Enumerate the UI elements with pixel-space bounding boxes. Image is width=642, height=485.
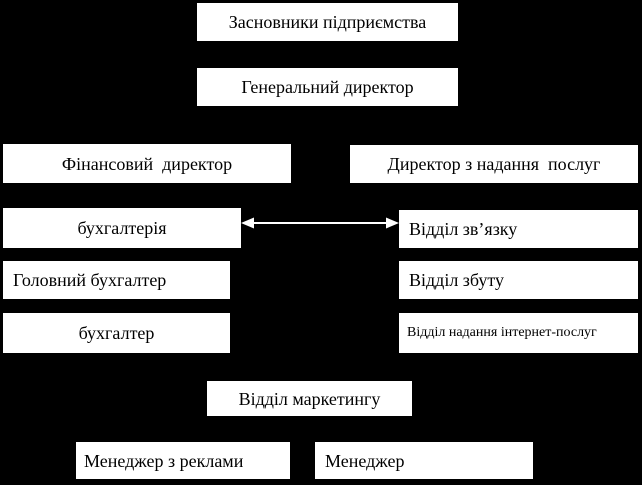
node-financial-director: Фінансовий директор [3,144,291,183]
arrowhead-left-icon [241,218,254,229]
node-accounting: бухгалтерія [3,208,241,248]
node-marketing-dept: Відділ маркетингу [207,381,412,416]
node-advertising-manager: Менеджер з реклами [76,442,290,479]
node-chief-accountant: Головний бухгалтер [3,261,230,299]
node-communications-dept: Відділ зв’язку [399,210,638,248]
node-sales-dept: Відділ збуту [399,261,638,299]
node-accountant: бухгалтер [3,313,230,353]
node-manager: Менеджер [315,442,533,479]
double-arrow-connector [241,216,399,230]
node-founders: Засновники підприємства [197,3,458,41]
node-internet-services-dept: Відділ надання інтернет-послуг [399,313,638,353]
arrowhead-right-icon [386,218,399,229]
node-general-director: Генеральний директор [197,68,458,106]
node-services-director: Директор з надання послуг [350,145,638,183]
